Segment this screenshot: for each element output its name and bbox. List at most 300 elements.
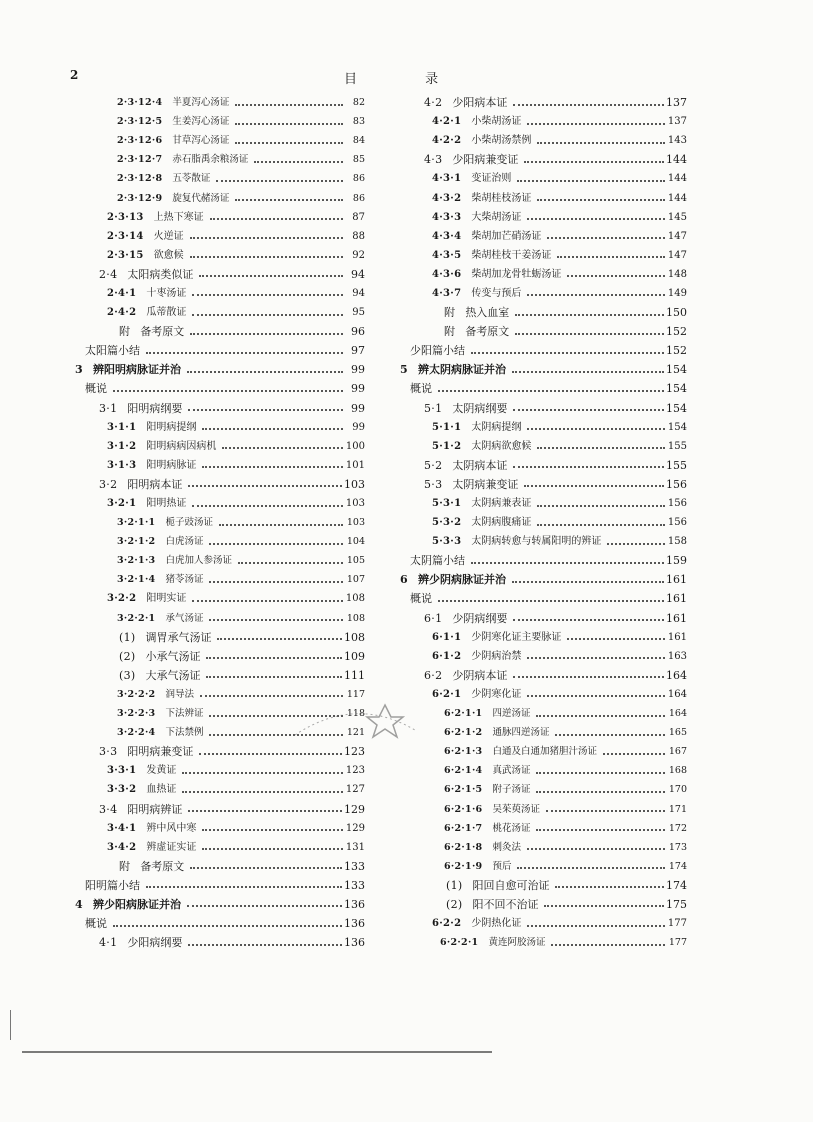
toc-entry-number: 5·3·3 [432,536,462,548]
toc-entry-title: 火逆证 [153,230,184,242]
toc-entry [400,379,687,398]
leader-dots [202,466,343,468]
leader-dots [537,524,665,526]
toc-entry [400,609,687,628]
toc-entry [75,322,365,341]
toc-entry-page: 174 [668,860,687,872]
toc-entry-page: 94 [352,287,365,299]
toc-entry-page: 118 [346,708,365,720]
toc-entry [400,933,687,952]
toc-entry-title: 阳明病提纲 [146,421,197,433]
toc-entry-number: 5·1·2 [432,440,462,452]
leader-dots [187,905,342,907]
toc-entry [75,513,365,532]
toc-entry-number: 5·3·2 [432,517,462,529]
leader-dots [202,428,343,430]
toc-entry-number: 3·2·2·2 [117,688,156,700]
toc-entry [400,303,687,322]
leader-dots [513,619,664,621]
toc-entry-number: 5·3·1 [432,498,462,510]
toc-entry-number: 5·2 [424,458,443,472]
toc-entry [75,895,365,914]
toc-entry [75,131,365,150]
toc-entry-title: 传变与预后 [471,287,522,299]
toc-entry-title: 太阴病提纲 [471,421,522,433]
leader-dots [192,505,343,507]
toc-entry-number: 2·3·12·4 [117,97,163,109]
leader-dots [527,657,665,659]
toc-entry-title: 少阴寒化证主要脉证 [471,631,562,643]
toc-entry-page: 147 [667,230,687,242]
toc-entry-title: 少阴病治禁 [471,650,522,662]
leader-dots [517,180,665,182]
toc-entry [400,704,687,723]
toc-entry [75,532,365,551]
toc-entry-label [117,723,205,742]
toc-entry-title: 下法辨证 [165,708,204,720]
scan-edge-line [22,1051,492,1053]
toc-entry [75,112,365,131]
toc-entry-page: 92 [352,249,365,261]
leader-dots [471,352,664,354]
toc-entry-number: 3·4·2 [107,841,137,853]
leader-dots [513,676,664,678]
toc-entry-title: 润导法 [165,688,194,700]
toc-entry-page: 133 [344,878,365,892]
toc-entry-page: 123 [344,745,365,759]
toc-entry [400,857,687,876]
toc-entry [75,628,365,647]
toc-entry [75,227,365,246]
leader-dots [537,447,665,449]
toc-entry [400,876,687,895]
toc-entry [75,341,365,360]
toc-entry [400,188,687,207]
toc-entry-title: 少阳篇小结 [410,344,465,358]
toc-entry-number: 4·1 [99,936,118,950]
toc-entry-page: 82 [352,97,365,109]
toc-entry-number: 2·3·14 [107,230,144,242]
toc-entry-title: 发黄证 [146,765,177,777]
toc-entry-title: 柴胡桂枝干姜汤证 [471,249,552,261]
toc-entry-label [107,437,218,456]
toc-entry-number: 4·2·2 [432,135,462,147]
toc-entry [400,780,687,799]
toc-entry-title: 辨少阴病脉证并治 [417,573,506,587]
leader-dots [438,390,664,392]
toc-entry-number: 6·2·1 [432,688,462,700]
toc-entry-page: 86 [352,192,365,204]
toc-entry-label [107,284,188,303]
toc-entry-label [432,189,533,208]
toc-entry [75,780,365,799]
toc-entry-page: 177 [667,918,687,930]
toc-entry-title: 阳回自愈可治证 [472,878,550,892]
toc-entry-page: 95 [352,307,365,319]
toc-entry [75,399,365,418]
leader-dots [536,791,665,793]
toc-entry-title: 太阳病类似证 [127,267,194,281]
toc-entry-page: 108 [345,593,365,605]
library-stamp [285,685,425,745]
toc-entry [75,284,365,303]
leader-dots [235,142,343,144]
toc-entry-page: 94 [351,267,365,281]
toc-entry-number: 2·3·15 [107,249,144,261]
toc-entry-page: 127 [345,784,365,796]
toc-entry-label [432,284,523,303]
toc-entry [400,227,687,246]
toc-entry-page: 103 [344,477,365,491]
leader-dots [146,352,343,354]
toc-entry-title: 少阴病本证 [452,668,508,682]
toc-entry-label [444,303,511,322]
toc-entry-page: 105 [346,555,365,567]
toc-entry-title: 辨少阳病脉证并治 [92,897,181,911]
toc-entry-number: 3·1 [99,401,118,415]
leader-dots [187,371,343,373]
toc-entry [400,475,687,494]
toc-entry [75,609,365,628]
leader-dots [217,638,342,640]
toc-entry [400,131,687,150]
toc-entry-label [424,609,509,628]
toc-entry [400,284,687,303]
toc-entry-label [117,169,212,188]
toc-entry-number: 4·2 [424,96,443,110]
toc-entry-number: (1) [446,878,463,892]
toc-entry-title: 太阴病兼表证 [471,498,532,510]
toc-entry-title: 热入血室 [465,306,510,320]
toc-entry-title: 附子汤证 [492,784,531,796]
toc-entry-label [432,418,523,437]
toc-entry-title: 通脉四逆汤证 [492,727,550,739]
toc-entry [400,570,687,589]
toc-entry-number: 附 [119,859,131,873]
toc-entry-page: 83 [352,116,365,128]
leader-dots [527,428,665,430]
toc-entry-number: 2·3·12·7 [117,154,163,166]
toc-entry [75,933,365,952]
toc-entry-page: 117 [346,688,365,700]
toc-entry-title: 白通及白通加猪胆汁汤证 [492,746,597,758]
toc-entry-number: 6·2·1·5 [444,784,483,796]
toc-entry-title: 血热证 [146,784,177,796]
toc-entry-title: 少阴病纲要 [452,611,508,625]
toc-entry-label [444,780,532,799]
toc-entry-title: 柴胡加芒硝汤证 [471,230,542,242]
toc-entry-page: 143 [667,135,687,147]
toc-entry-title: 辨虚证实证 [146,841,197,853]
toc-entry-title: 生姜泻心汤证 [172,116,230,128]
toc-entry-title: 阳不回不治证 [472,897,539,911]
toc-entry-label [432,494,533,513]
toc-entry-title: 承气汤证 [165,612,204,624]
leader-dots [206,657,342,659]
leader-dots [182,791,343,793]
toc-entry [400,208,687,227]
leader-dots [513,409,664,411]
toc-entry-label [117,112,231,131]
leader-dots [209,619,343,621]
toc-entry-label [119,666,202,685]
toc-entry-label [119,857,186,876]
toc-entry-label [400,570,508,589]
toc-entry-title: 少阴热化证 [471,918,522,930]
leader-dots [190,237,343,239]
toc-entry-number: 3·2·2 [107,593,137,605]
toc-entry-title: 辨中风中寒 [146,822,197,834]
toc-entry-label [410,589,434,608]
toc-entry-number: 6·2·1·8 [444,841,483,853]
toc-entry-label [424,93,509,112]
toc-entry-label [444,723,551,742]
leader-dots [471,562,664,564]
leader-dots [546,810,665,812]
toc-entry-number: 3·1·1 [107,421,137,433]
toc-entry-label [117,189,231,208]
toc-entry-title: 辨太阴病脉证并治 [417,363,506,377]
toc-entry-page: 173 [668,841,687,853]
toc-entry-label [440,933,547,952]
toc-entry-number: 6·2·1·3 [444,746,483,758]
leader-dots [202,848,343,850]
toc-entry-page: 154 [666,363,687,377]
toc-entry-label [85,379,109,398]
toc-entry-page: 148 [667,268,687,280]
toc-entry-label [107,208,206,227]
toc-entry-label [117,704,205,723]
toc-entry-number: 2·4·1 [107,287,137,299]
toc-entry [75,169,365,188]
toc-entry-page: 172 [668,822,687,834]
toc-entry-label [99,475,184,494]
toc-entry-label [117,532,205,551]
leader-dots [188,810,342,812]
toc-entry-title: 瓜蒂散证 [146,307,187,319]
leader-dots [235,199,343,201]
toc-entry-page: 107 [346,574,365,586]
toc-entry-page: 144 [667,192,687,204]
toc-entry-title: 栀子豉汤证 [165,517,213,529]
toc-entry-page: 150 [666,306,687,320]
toc-entry-number: 4·3·2 [432,192,462,204]
toc-entry-title: 阳明病本证 [127,477,183,491]
toc-entry-label [424,475,520,494]
toc-entry-label [432,532,603,551]
leader-dots [567,638,665,640]
toc-entry-number: 3·3 [99,745,118,759]
toc-entry-page: 158 [667,536,687,548]
toc-entry-page: 145 [667,211,687,223]
toc-entry [75,456,365,475]
toc-entry-number: 2·3·12·6 [117,135,163,147]
toc-entry-page: 170 [668,784,687,796]
toc-entry-page: 100 [345,440,365,452]
toc-entry [400,589,687,608]
toc-entry [75,799,365,818]
toc-entry-number: 4·2·1 [432,116,462,128]
leader-dots [222,447,343,449]
toc-entry-label [117,609,205,628]
leader-dots [182,772,343,774]
leader-dots [524,485,664,487]
leader-dots [254,161,343,163]
toc-entry-page: 164 [666,668,687,682]
toc-entry-title: 概说 [410,592,432,606]
toc-entry-title: 预后 [492,860,512,872]
leader-dots [216,180,343,182]
toc-entry [75,379,365,398]
toc-entry [75,93,365,112]
toc-entry-page: 97 [351,344,365,358]
toc-entry [400,666,687,685]
leader-dots [209,581,343,583]
toc-entry-title: 小承气汤证 [145,649,201,663]
leader-dots [547,237,665,239]
toc-entry-page: 156 [667,517,687,529]
toc-entry-number: 2·3·12·8 [117,173,163,185]
toc-entry-number: 4 [75,897,83,911]
toc-entry-number: 6·1·2 [432,650,462,662]
toc-entry-title: 备考原文 [465,325,510,339]
toc-entry-number: 3·2·1·4 [117,574,156,586]
toc-entry-page: 99 [351,382,365,396]
leader-dots [527,848,665,850]
toc-entry-title: 欲愈候 [153,249,184,261]
toc-entry-title: 备考原文 [140,859,185,873]
toc-entry [400,647,687,666]
toc-entry-number: 3·1·2 [107,440,137,452]
toc-entry-title: 阳明病病因病机 [146,440,217,452]
toc-entry-number: 3·2·2·4 [117,727,156,739]
toc-left-column [75,93,365,952]
leader-dots [537,142,665,144]
leader-dots [206,676,342,678]
leader-dots [557,256,665,258]
toc-entry-title: 备考原文 [140,325,185,339]
toc-entry-number: 6·2·2·1 [440,937,479,949]
leader-dots [527,294,665,296]
toc-entry-label [75,895,183,914]
toc-entry-page: 85 [352,154,365,166]
toc-entry-title: 柴胡加龙骨牡蛎汤证 [471,268,562,280]
toc-entry-label [444,857,513,876]
toc-entry [400,341,687,360]
toc-entry-title: 柴胡桂枝汤证 [471,192,532,204]
toc-entry [400,799,687,818]
toc-entry-label [107,819,198,838]
leader-dots [536,772,665,774]
toc-entry-page: 108 [346,612,365,624]
toc-entry-label [107,780,178,799]
toc-entry-number: 3·3·2 [107,784,137,796]
toc-entry [400,723,687,742]
toc-entry-page: 159 [666,554,687,568]
toc-entry-page: 103 [345,498,365,510]
toc-entry-number: 3·2·2·3 [117,708,156,720]
toc-entry-number: 2·4 [99,267,118,281]
toc-entry-page: 174 [666,878,687,892]
toc-entry-title: 赤石脂禹余粮汤证 [172,154,249,166]
toc-entry-page: 136 [344,936,365,950]
toc-entry-page: 133 [344,859,365,873]
toc-entry-title: 旋复代赭汤证 [172,192,230,204]
toc-entry-title: 白虎汤证 [165,536,204,548]
toc-entry-number: 2·3·12·9 [117,192,163,204]
toc-entry-page: 177 [668,937,687,949]
toc-entry-label [119,647,202,666]
toc-entry-title: 十枣汤证 [146,287,187,299]
toc-entry-label [107,246,186,265]
leader-dots [515,314,664,316]
toc-entry [400,494,687,513]
toc-entry-number: 6·1·1 [432,631,462,643]
leader-dots [113,925,342,927]
toc-entry-label [446,876,551,895]
toc-entry [75,570,365,589]
toc-entry-number: (2) [446,897,463,911]
toc-entry-number: 5·3 [424,477,443,491]
leader-dots [544,905,664,907]
toc-entry-number: 6·2·1·1 [444,708,483,720]
toc-entry-title: 大承气汤证 [145,668,201,682]
toc-entry-page: 154 [666,401,687,415]
toc-entry-title: 太阴病纲要 [452,401,508,415]
leader-dots [517,867,665,869]
toc-entry-label [117,150,250,169]
toc-entry-label [107,494,188,513]
toc-entry [75,303,365,322]
toc-entry-title: 太阴病欲愈候 [471,440,532,452]
toc-entry-label [85,876,142,895]
leader-dots [567,275,665,277]
toc-entry-number: 6·1 [424,611,443,625]
leader-dots [235,123,343,125]
toc-entry-number: 6 [400,573,408,587]
toc-entry-label [432,914,523,933]
toc-entry-title: 太阴篇小结 [410,554,465,568]
toc-entry [75,246,365,265]
toc-entry-title: 太阴病转愈与转属阳明的辨证 [471,536,602,548]
toc-entry-title: 下法禁例 [165,727,204,739]
toc-entry-label [107,418,198,437]
toc-entry-title: 黄连阿胶汤证 [488,937,546,949]
leader-dots [202,829,343,831]
toc-entry-number: 3·2·2·1 [117,612,156,624]
toc-entry-label [444,742,599,761]
toc-entry-number: (3) [119,668,136,682]
leader-dots [555,886,664,888]
toc-entry [400,551,687,570]
leader-dots [146,886,342,888]
toc-entry [400,265,687,284]
toc-entry-number: 3·4 [99,802,118,816]
toc-entry-label [432,437,533,456]
leader-dots [209,543,343,545]
leader-dots [188,485,342,487]
leader-dots [512,581,664,583]
leader-dots [188,409,343,411]
toc-entry-page: 154 [667,421,687,433]
toc-right-column [400,93,687,952]
toc-entry-title: 概说 [410,382,432,396]
toc-entry-label [119,628,213,647]
toc-entry-title: 概说 [85,917,107,931]
toc-entry-number: 4·3·7 [432,287,462,299]
toc-entry-number: 附 [119,325,131,339]
leader-dots [188,944,342,946]
